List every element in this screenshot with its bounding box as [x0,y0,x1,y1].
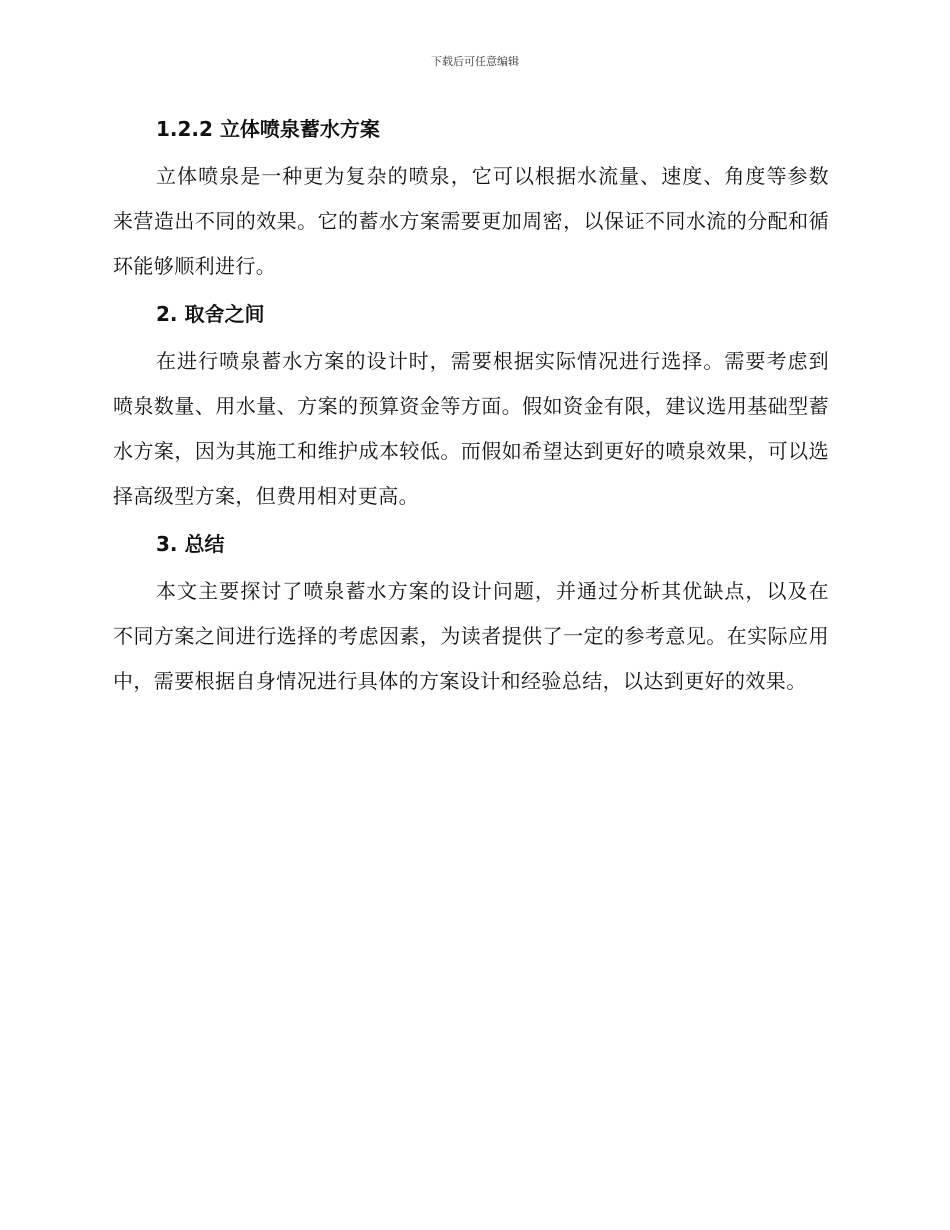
section-paragraph-3: 本文主要探讨了喷泉蓄水方案的设计问题，并通过分析其优缺点，以及在不同方案之间进行选择的考虑因素，为读者提供了一定的参考意见。在实际应用中，需要根据自身情况进行具体的方案设计和经验总结，以达到更好的效果。 [113,579,829,693]
document-body [113,112,829,712]
section-heading-2: 2. 取舍之间 [156,302,265,326]
page-header: 下载后可任意编辑 [431,55,519,68]
section-paragraph-2: 在进行喷泉蓄水方案的设计时，需要根据实际情况进行选择。需要考虑到喷泉数量、用水量、方案的预算资金等方面。假如资金有限，建议选用基础型蓄水方案，因为其施工和维护成本较低。而假如希望达到更好的喷泉效果，可以选择高级型方案，但费用相对更高。 [113,349,829,508]
section-heading-1-2-2: 1.2.2 立体喷泉蓄水方案 [156,117,380,141]
section-paragraph-1-2-2: 立体喷泉是一种更为复杂的喷泉，它可以根据水流量、速度、角度等参数来营造出不同的效果。它的蓄水方案需要更加周密，以保证不同水流的分配和循环能够顺利进行。 [113,164,829,278]
section-heading-3: 3. 总结 [156,532,225,556]
